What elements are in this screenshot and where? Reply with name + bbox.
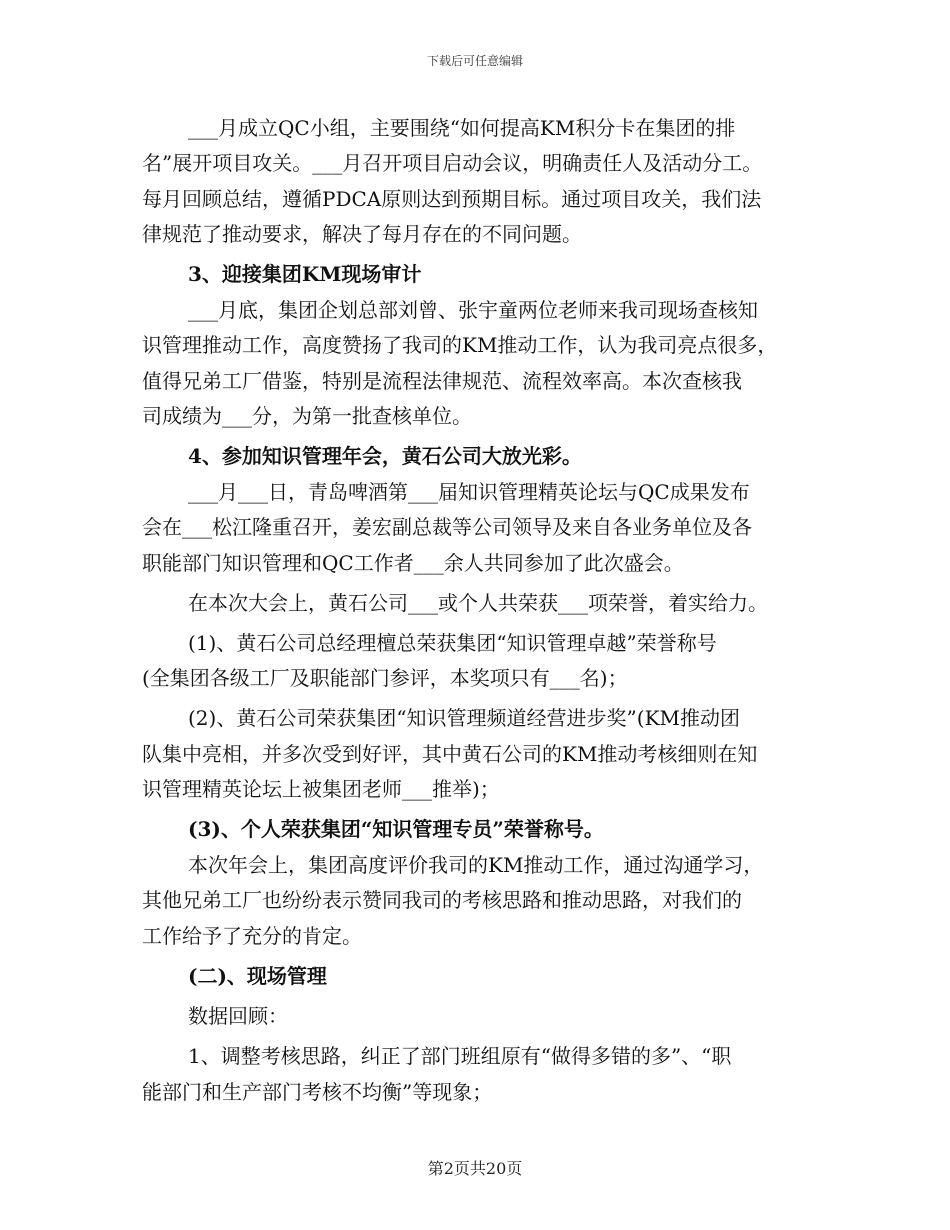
text-line: 其他兄弟工厂也纷纷表示赞同我司的考核思路和推动思路，对我们的 <box>142 888 742 912</box>
text-line: ___月___日，青岛啤酒第___届知识管理精英论坛与QC成果发布 <box>188 480 750 504</box>
text-line: 司成绩为___分，为第一批查核单位。 <box>142 404 472 428</box>
text-line: (全集团各级工厂及职能部门参评，本奖项只有___名)； <box>142 666 628 690</box>
section-heading: (二)、现场管理 <box>188 964 327 988</box>
text-line: 律规范了推动要求，解决了每月存在的不同问题。 <box>142 222 582 246</box>
text-line: 本次年会上，集团高度评价我司的KM推动工作，通过沟通学习， <box>188 853 764 877</box>
text-line: 在本次大会上，黄石公司___或个人共荣获___项荣誉，着实给力。 <box>188 591 768 615</box>
text-line: 工作给予了充分的肯定。 <box>142 924 362 948</box>
text-line: 每月回顾总结，遵循PDCA原则达到预期目标。通过项目攻关，我们法 <box>142 187 762 211</box>
text-line: 值得兄弟工厂借鉴，特别是流程法律规范、流程效率高。本次查核我 <box>142 369 742 393</box>
page-header-note: 下载后可任意编辑 <box>426 54 523 68</box>
page-number: 第2页共20页 <box>427 1159 523 1178</box>
text-line: 1、调整考核思路，纠正了部门班组原有“做得多错的多”、“职 <box>188 1044 732 1068</box>
text-line: 识管理推动工作，高度赞扬了我司的KM推动工作，认为我司亮点很多， <box>142 333 778 357</box>
section-heading: (3)、个人荣获集团“知识管理专员”荣誉称号。 <box>188 817 604 841</box>
text-line: (1)、黄石公司总经理檀总荣获集团“知识管理卓越”荣誉称号 <box>188 631 717 655</box>
text-line: 名”展开项目攻关。___月召开项目启动会议，明确责任人及活动分工。 <box>142 151 763 175</box>
text-line: 会在___松江隆重召开，姜宏副总裁等公司领导及来自各业务单位及各 <box>142 515 752 539</box>
text-line: 职能部门知识管理和QC工作者___余人共同参加了此次盛会。 <box>142 551 684 575</box>
text-line: 数据回顾： <box>188 1004 288 1028</box>
section-heading: 4、参加知识管理年会，黄石公司大放光彩。 <box>188 444 582 468</box>
text-line: (2)、黄石公司荣获集团“知识管理频道经营进步奖”(KM推动团 <box>188 706 741 730</box>
text-line: ___月底，集团企划总部刘曾、张宇童两位老师来我司现场查核知 <box>188 298 758 322</box>
text-line: 队集中亮相，并多次受到好评，其中黄石公司的KM推动考核细则在知 <box>142 742 758 766</box>
text-line: ___月成立QC小组，主要围绕“如何提高KM积分卡在集团的排 <box>188 116 736 140</box>
text-line: 识管理精英论坛上被集团老师___推举)； <box>142 777 500 801</box>
section-heading: 3、迎接集团KM现场审计 <box>188 262 422 286</box>
text-line: 能部门和生产部门考核不均衡”等现象； <box>142 1080 493 1104</box>
